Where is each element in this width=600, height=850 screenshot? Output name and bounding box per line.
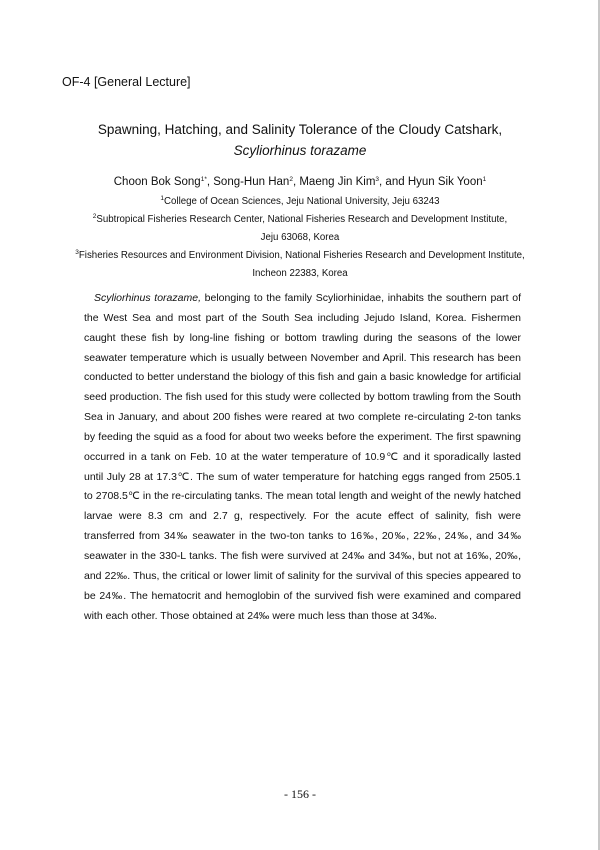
abstract-body: belonging to the family Scyliorhinidae, inhabits the southern part of the West Sea and most part of the South Sea including Jejudo Island, Korea. Fishermen caught these fish by long-line fishing or bottom trawling during the seasons of the lower seawater temperature which is usually between November and April. This research has been conducted to better understand the biology of this fish and gain a basic knowledge for artificial seed production. The fish used for this study were collected by bottom trawling from the South Sea in January, and about 200 fishes were reared at two complete re-circulating 2-ton tanks by feeding the squid as a food for about two weeks before the experiment. The first spawning occurred in a tank on Feb. 10 at the water temperature of 10.9℃ and it sporadically lasted until July 28 at 17.3℃. The sum of water temperature for hatching eggs ranged from 2505.1 to 2708.5℃ in the re-circulating tanks. The mean total length and weight of the newly hatched larvae were 8.3 cm and 2.7 g, respectively. For the acute effect of salinity, fish were transferred from 34‰ seawater in the two-ton tanks to 16‰, 20‰, 22‰, 24‰, and 34‰ seawater in the 330-L tanks. The fish were survived at 24‰ and 34‰, but not at 16‰, 20‰, and 22‰. Thus, the critical or lower limit of salinity for the survival of this species appeared to be 24‰. The hematocrit and hemoglobin of the survived fish were examined and compared with each other. Those obtained at 24‰ were much less than those at 34‰.: [84, 292, 521, 622]
title-species: Scyliorhinus torazame: [233, 143, 367, 158]
author-separator: ,: [292, 176, 300, 188]
affiliation-superscript: 2: [92, 213, 97, 220]
affiliation-text: Subtropical Fisheries Research Center, National Fisheries Research and Development Institute,: [96, 214, 508, 225]
author-superscript: 1: [482, 176, 487, 183]
affiliation-2-cont: Jeju 63068, Korea: [260, 232, 340, 243]
session-label: OF-4 [General Lecture]: [62, 75, 191, 89]
page-number: - 156 -: [284, 787, 316, 801]
author-superscript: 2: [289, 176, 293, 183]
affiliation-2: [60, 211, 540, 229]
affiliation-3-cont: Incheon 22383, Korea: [252, 268, 348, 279]
author-name: Maeng Jin Kim: [299, 176, 376, 188]
affiliation-superscript: 1: [160, 195, 165, 202]
author-name: Hyun Sik Yoon: [407, 176, 483, 188]
title-line: Spawning, Hatching, and Salinity Tolerance of the Cloudy Catshark,: [97, 122, 503, 137]
author-list: [40, 176, 560, 188]
author-name: Song-Hun Han: [213, 176, 290, 188]
affiliation-3: [60, 247, 540, 265]
abstract-paragraph: [84, 289, 521, 626]
author-superscript: 1*: [200, 176, 207, 183]
affiliation-text: College of Ocean Sciences, Jeju National University, Jeju 63243: [164, 196, 440, 207]
affiliation-1: [60, 193, 540, 211]
author-name: Choon Bok Song: [113, 176, 201, 188]
author-superscript: 3: [375, 176, 380, 183]
paper-title: [40, 119, 560, 161]
affiliation-text: Fisheries Resources and Environment Division, National Fisheries Research and Development Institute,: [78, 250, 525, 261]
author-separator: , and: [379, 176, 408, 188]
abstract-species: Scyliorhinus torazame,: [94, 292, 201, 304]
affiliation-list: [60, 193, 540, 283]
affiliation-superscript: 3: [75, 249, 79, 256]
author-separator: ,: [206, 176, 214, 188]
